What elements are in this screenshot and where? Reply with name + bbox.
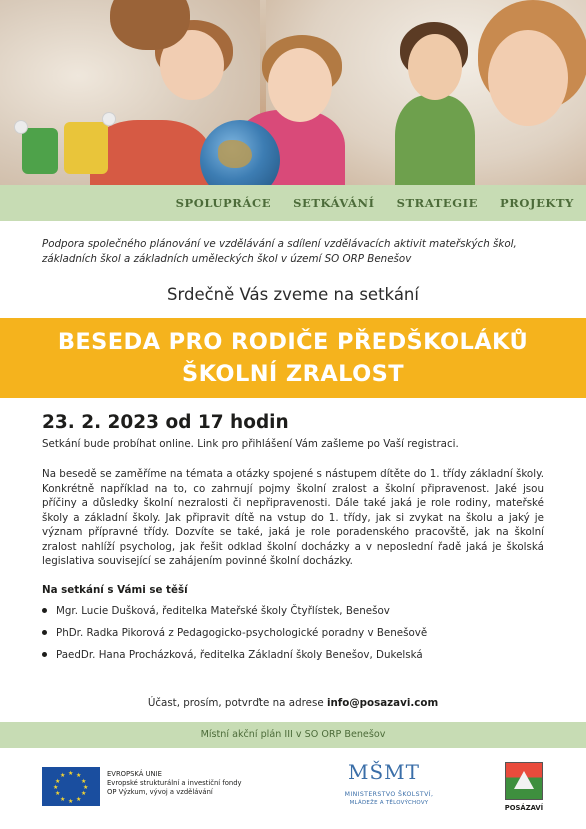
eu-logo-text: EVROPSKÁ UNIE Evropské strukturální a investiční fondy OP Výzkum, vývoj a vzdělávání: [107, 770, 242, 796]
figure-icon: [14, 120, 28, 134]
description-paragraph: Na besedě se zaměříme na témata a otázky spojené s nástupem dítěte do 1. třídy základní školy. Konkrétně například na to, co zahrnují pojmy školní zralost a školní připravenost. Jaké jsou příčiny a důsledky školní nezralosti či nepřipravenosti. Dále také jaká je role rodiny, mateřské školy a základní školy. Jak připravit dítě na vstup do 1. třídy, jak si zvykat na školu a jaký je význam přípravné třídy. Dozvíte se také, jaká je role poradenského pracovště, jak na školní zralost nahlíží psycholog, jak řešit odklad školní docházky a v neposlední řadě jaká je školská legislativa související se zahájením povinné školní docházky.: [42, 468, 544, 567]
posazavi-emblem-icon: [505, 762, 543, 800]
puzzle-piece-yellow-icon: [64, 122, 108, 174]
speakers-heading: Na setkání s Vámi se těší: [42, 584, 188, 596]
intro-text: Podpora společného plánování ve vzdělávání a sdílení vzdělávacích aktivit mateřských škol, základních škol a základních uměleckých škol v území SO ORP Benešov: [42, 238, 517, 265]
list-item: PaedDr. Hana Procházková, ředitelka Základní školy Benešov, Dukelská: [42, 648, 552, 670]
title-banner: [0, 318, 586, 398]
list-item: PhDr. Radka Pikorová z Pedagogicko-psychologické poradny v Benešově: [42, 626, 552, 648]
invite-heading: Srdečně Vás zveme na setkání: [167, 285, 419, 304]
puzzle-piece-green-icon: [22, 128, 58, 174]
hero-photo: [0, 0, 586, 190]
nav-item-spoluprace[interactable]: SPOLUPRÁCE: [175, 196, 272, 210]
msmt-logo: MŠMT MINISTERSTVO ŠKOLSTVÍ, MLÁDEŽE A TĚLOVÝCHOVY: [344, 760, 434, 806]
nav-bar: [0, 185, 586, 221]
footer-band: Místní akční plán III v SO ORP Benešov: [0, 722, 586, 748]
online-note: Setkání bude probíhat online. Link pro přihlášení Vám zašleme po Vaší registraci.: [42, 438, 459, 450]
nav-item-projekty[interactable]: PROJEKTY: [500, 196, 574, 210]
globe-illustration: [200, 120, 280, 190]
banner-title: BESEDA PRO RODIČE PŘEDŠKOLÁKŮ: [57, 329, 529, 355]
list-item: Mgr. Lucie Dušková, ředitelka Mateřské školy Čtyřlístek, Benešov: [42, 604, 552, 626]
banner-subtitle: ŠKOLNÍ ZRALOST: [182, 361, 404, 387]
speakers-list: [42, 604, 552, 670]
confirm-line: Účast, prosím, potvrďte na adrese info@posazavi.com: [147, 697, 439, 709]
nav-item-strategie[interactable]: STRATEGIE: [396, 196, 478, 210]
msmt-mark: MŠMT: [348, 760, 420, 784]
event-date: 23. 2. 2023 od 17 hodin: [42, 412, 289, 433]
posazavi-logo: POSÁZAVÍ: [503, 762, 545, 818]
nav-item-setkavani[interactable]: SETKÁVÁNÍ: [293, 196, 375, 210]
eu-flag-icon: ★ ★ ★ ★ ★ ★ ★ ★ ★ ★ ★ ★: [42, 767, 100, 806]
email-link[interactable]: info@posazavi.com: [326, 697, 439, 709]
figure-icon: [102, 112, 116, 126]
